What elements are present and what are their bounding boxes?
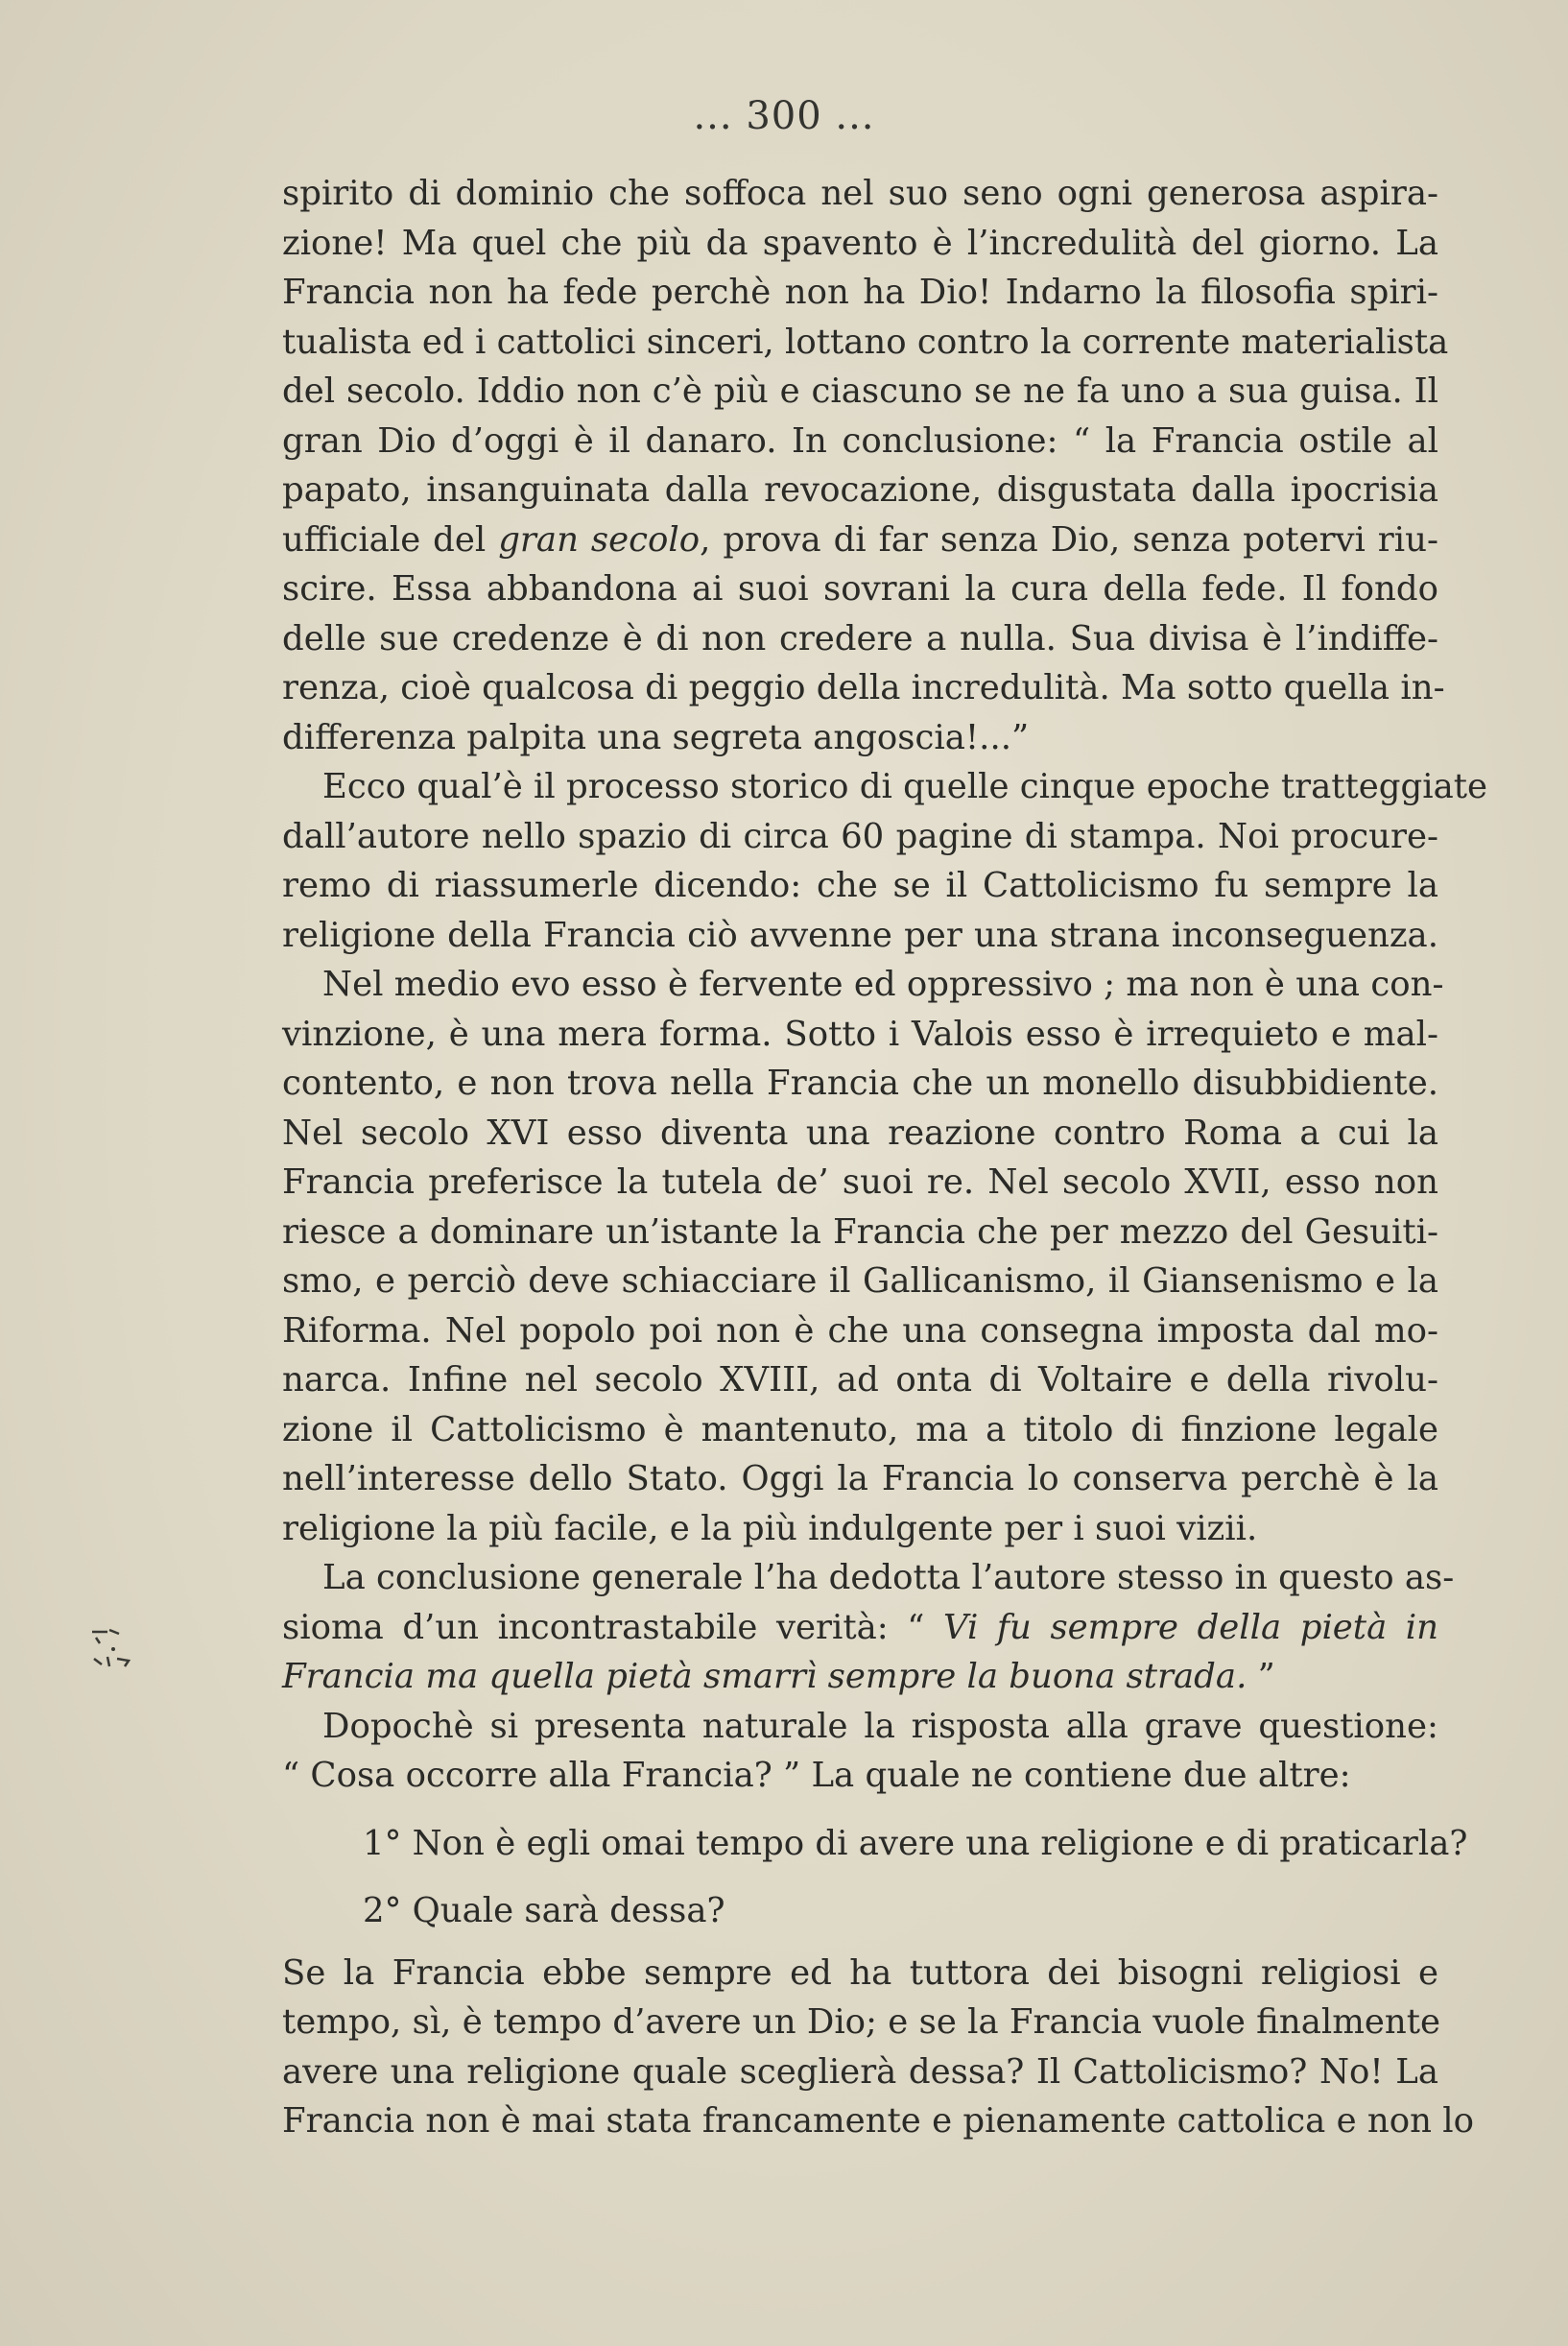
text-line: contento, e non trova nella Francia che un monello disubbidiente. (282, 1064, 1438, 1103)
text-line: delle sue credenze è di non credere a nulla. Sua divisa è l’indiffe- (282, 618, 1438, 658)
page-number: ... 300 ... (693, 94, 875, 138)
italic-segment: Vi fu sempre della pietà in (942, 1607, 1438, 1647)
text-line: Nel secolo XVI esso diventa una reazione contro Roma a cui la (282, 1113, 1438, 1153)
text-line: dall’autore nello spazio di circa 60 pagine di stampa. Noi procure- (282, 816, 1438, 856)
margin-ink-marks (90, 1620, 167, 1678)
text-line: “ Cosa occorre alla Francia? ” La quale ne contiene due altre: (282, 1756, 1351, 1795)
text-line: Nel medio evo esso è fervente ed oppressivo ; ma non è una con- (322, 965, 1444, 1004)
body-text (282, 169, 1488, 2146)
text-line: tempo, sì, è tempo d’avere un Dio; e se la Francia vuole finalmente (282, 2002, 1441, 2042)
text-line: Se la Francia ebbe sempre ed ha tuttora dei bisogni religiosi e (282, 1952, 1438, 1993)
text-line: zione! Ma quel che più da spavento è l’incredulità del giorno. La (282, 223, 1438, 263)
text-line: spirito di dominio che soffoca nel suo seno ogni generosa aspira- (282, 174, 1438, 213)
text-line: tualista ed i cattolici sinceri, lottano contro la corrente materialista (282, 322, 1449, 362)
text-line: del secolo. Iddio non c’è più e ciascuno se ne fa uno a sua guisa. Il (282, 371, 1438, 411)
text-line: gran Dio d’oggi è il danaro. In conclusione: “ la Francia ostile al (282, 420, 1438, 461)
text-segment: sioma d’un incontrastabile verità: “ (282, 1607, 943, 1647)
list-item: 1° Non è egli omai tempo di avere una religione e di praticarla? (363, 1823, 1468, 1863)
text-line (282, 515, 1438, 565)
italic-segment: gran secolo (498, 519, 701, 560)
text-line: vinzione, è una mera forma. Sotto i Valois esso è irrequieto e mal- (282, 1014, 1438, 1054)
text-segment: ufficiale del (282, 519, 499, 560)
text-line: papato, insanguinata dalla revocazione, disgustata dalla ipocrisia (282, 470, 1438, 510)
text-line: renza, cioè qualcosa di peggio della incredulità. Ma sotto quella in- (282, 668, 1445, 707)
text-line: La conclusione generale l’ha dedotta l’autore stesso in questo as- (322, 1558, 1455, 1597)
text-line: Francia non ha fede perchè non ha Dio! Indarno la filosofia spiri- (282, 273, 1438, 312)
text-line: nell’interesse dello Stato. Oggi la Francia lo conserva perchè è la (282, 1459, 1438, 1498)
text-segment: ” (1247, 1657, 1275, 1696)
text-line: riesce a dominare un’istante la Francia che per mezzo del Gesuiti- (282, 1211, 1438, 1252)
text-line (282, 1603, 1438, 1653)
text-line: zione il Cattolicismo è mantenuto, ma a titolo di finzione legale (282, 1409, 1438, 1449)
list-item: 2° Quale sarà dessa? (363, 1890, 725, 1930)
text-line: Francia preferisce la tutela de’ suoi re. Nel secolo XVII, esso non (282, 1162, 1438, 1202)
text-line: differenza palpita una segreta angoscia!...” (282, 717, 1030, 757)
text-line: scire. Essa abbandona ai suoi sovrani la cura della fede. Il fondo (282, 569, 1438, 609)
text-segment: , prova di far senza Dio, senza potervi riu- (700, 519, 1438, 560)
text-line: religione la più facile, e la più indulgente per i suoi vizii. (282, 1508, 1258, 1548)
text-line: smo, e perciò deve schiacciare il Gallicanismo, il Giansenismo e la (282, 1261, 1438, 1301)
text-line: religione della Francia ciò avvenne per una strana inconseguenza. (282, 915, 1438, 955)
text-line: Ecco qual’è il processo storico di quelle cinque epoche tratteggiate (322, 767, 1488, 806)
text-line: Dopochè si presenta naturale la risposta alla grave questione: (322, 1706, 1438, 1746)
text-line (282, 1652, 1438, 1702)
text-line: Francia non è mai stata francamente e pienamente cattolica e non lo (282, 2101, 1474, 2141)
text-line: remo di riassumerle dicendo: che se il Cattolicismo fu sempre la (282, 866, 1438, 905)
text-line: avere una religione quale sceglierà dessa? Il Cattolicismo? No! La (282, 2051, 1438, 2092)
text-line: narca. Infine nel secolo XVIII, ad onta di Voltaire e della rivolu- (282, 1360, 1438, 1400)
italic-segment: Francia ma quella pietà smarrì sempre la buona strada. (282, 1657, 1247, 1696)
text-line: Riforma. Nel popolo poi non è che una consegna imposta dal mo- (282, 1310, 1438, 1351)
